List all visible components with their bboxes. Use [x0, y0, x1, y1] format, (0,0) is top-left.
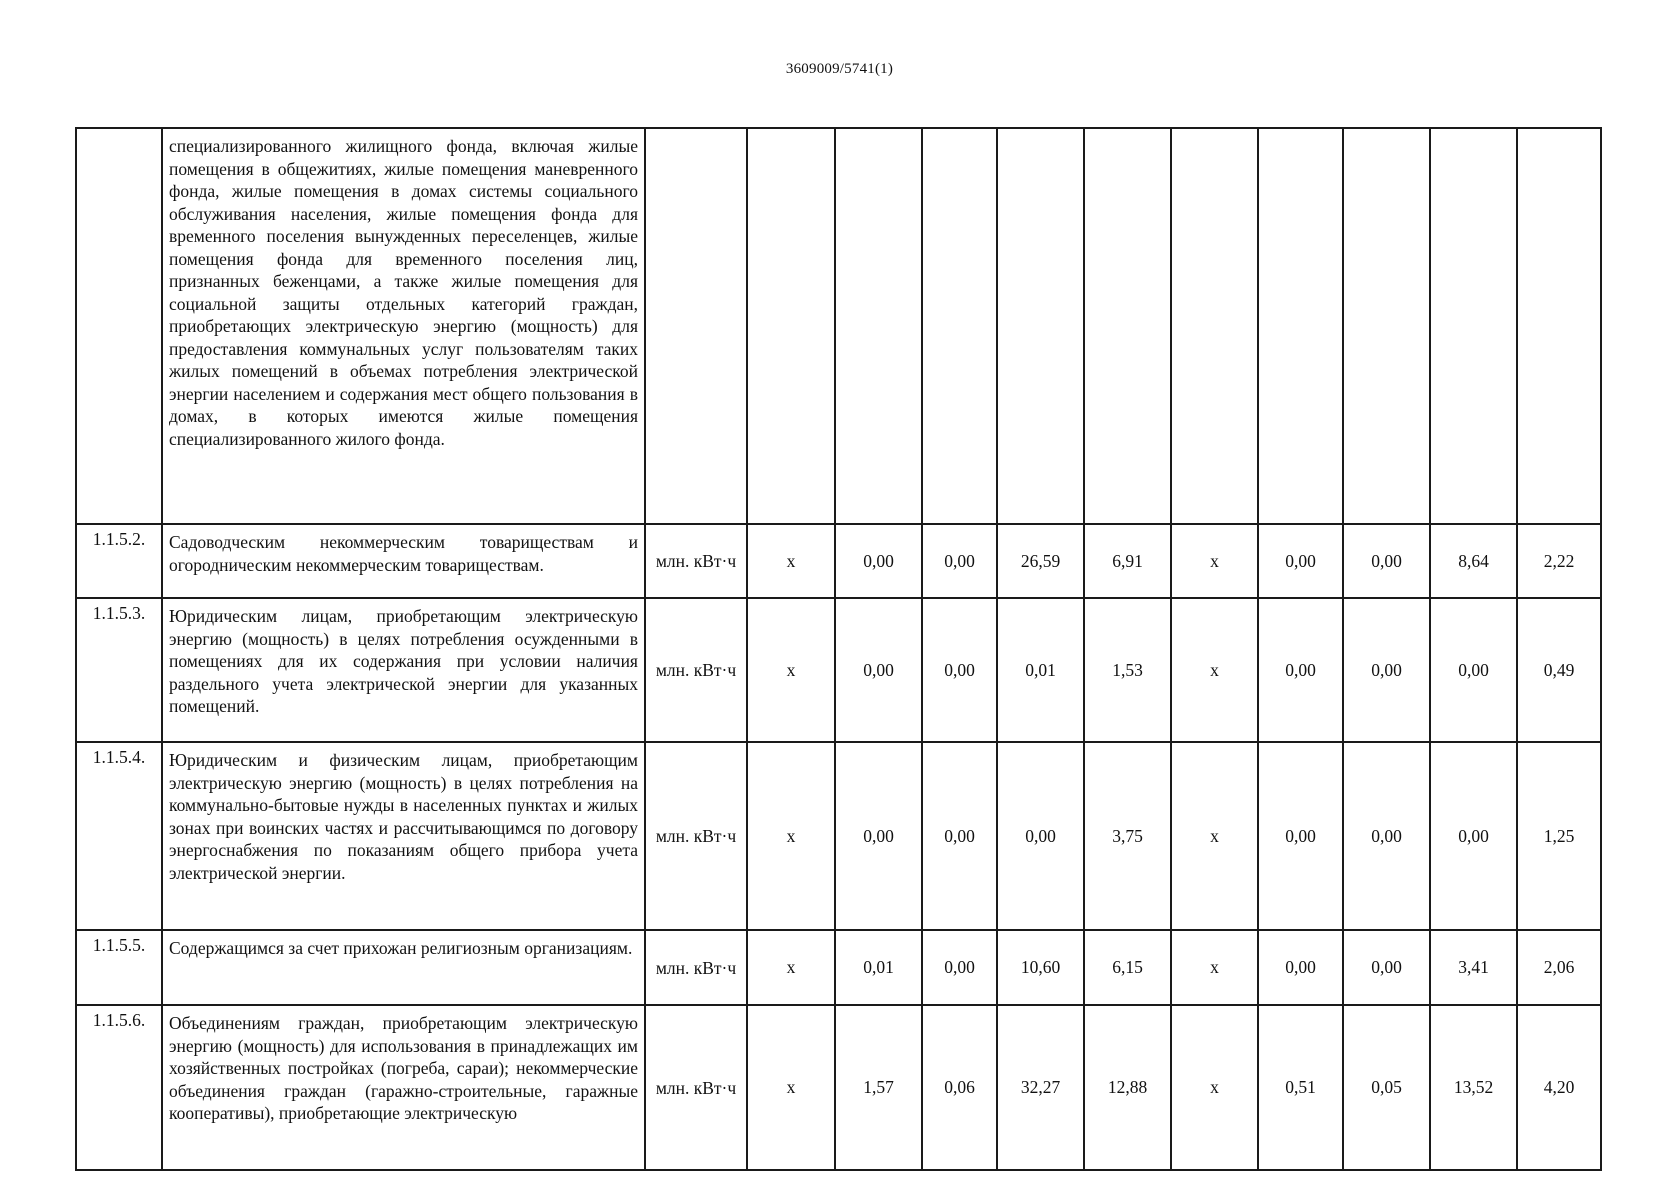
table-row	[76, 742, 1601, 930]
row-unit	[645, 128, 747, 524]
document-id: 3609009/5741(1)	[785, 61, 894, 77]
value-cell: 0,06	[922, 1005, 997, 1170]
value-cell: х	[1171, 598, 1258, 742]
value-cell: 0,05	[1343, 1005, 1430, 1170]
value-cell: 3,41	[1430, 930, 1517, 1005]
row-number: 1.1.5.3.	[76, 598, 162, 742]
value-cell	[835, 128, 922, 524]
row-number: 1.1.5.4.	[76, 742, 162, 930]
value-cell: 6,91	[1084, 524, 1171, 598]
value-cell	[1171, 128, 1258, 524]
value-cell: 2,06	[1517, 930, 1601, 1005]
table-body	[76, 128, 1601, 1170]
value-cell: 12,88	[1084, 1005, 1171, 1170]
value-cell: 0,00	[997, 742, 1084, 930]
row-unit: млн. кВт·ч	[645, 524, 747, 598]
value-cell: 0,00	[835, 742, 922, 930]
value-cell: 0,00	[1258, 930, 1343, 1005]
value-cell: х	[747, 598, 835, 742]
value-cell: 0,01	[997, 598, 1084, 742]
value-cell: 1,25	[1517, 742, 1601, 930]
row-description: специализированного жилищного фонда, включая жилые помещения в общежитиях, жилые помещения маневренного фонда, жилые помещения в домах системы социального обслуживания населения, жилые помещения фонда для временного поселения вынужденных переселенцев, жилые помещения фонда для временного поселения лиц, признанных беженцами, а также жилые помещения для социальной защиты отдельных категорий граждан, приобретающих электрическую энергию (мощность) для предоставления коммунальных услуг пользователям таких жилых помещений в объемах потребления электрической энергии населением и содержания мест общего пользования в домах, в которых имеются жилые помещения специализированного жилого фонда.	[162, 128, 645, 524]
value-cell: х	[1171, 930, 1258, 1005]
value-cell: 0,00	[1343, 524, 1430, 598]
row-unit: млн. кВт·ч	[645, 1005, 747, 1170]
value-cell: 0,00	[1343, 598, 1430, 742]
row-description: Садоводческим некоммерческим товариществам и огородническим некоммерческим товариществам.	[162, 524, 645, 598]
value-cell: 0,00	[1258, 598, 1343, 742]
value-cell: 10,60	[997, 930, 1084, 1005]
value-cell: 32,27	[997, 1005, 1084, 1170]
row-description: Юридическим и физическим лицам, приобретающим электрическую энергию (мощность) в целях потребления на коммунально-бытовые нужды в населенных пунктах и жилых зонах при воинских частях и рассчитывающимся по договору энергоснабжения по показаниям общего прибора учета электрической энергии.	[162, 742, 645, 930]
value-cell	[1084, 128, 1171, 524]
row-description: Юридическим лицам, приобретающим электрическую энергию (мощность) в целях потребления осужденными в помещениях для их содержания при условии наличия раздельного учета электрической энергии для указанных помещений.	[162, 598, 645, 742]
tariff-table	[75, 127, 1602, 1171]
value-cell: х	[1171, 1005, 1258, 1170]
row-number: 1.1.5.2.	[76, 524, 162, 598]
value-cell	[922, 128, 997, 524]
value-cell: 2,22	[1517, 524, 1601, 598]
value-cell: 1,57	[835, 1005, 922, 1170]
value-cell: 0,00	[1258, 742, 1343, 930]
value-cell: 0,00	[835, 524, 922, 598]
table-row	[76, 128, 1601, 524]
row-description: Объединениям граждан, приобретающим электрическую энергию (мощность) для использования в принадлежащих им хозяйственных постройках (погреба, сараи); некоммерческие объединения граждан (гаражно-строительные, гаражные кооперативы), приобретающие электрическую	[162, 1005, 645, 1170]
row-unit: млн. кВт·ч	[645, 598, 747, 742]
value-cell: 26,59	[997, 524, 1084, 598]
value-cell: 6,15	[1084, 930, 1171, 1005]
row-number	[76, 128, 162, 524]
table-row	[76, 598, 1601, 742]
value-cell: х	[1171, 742, 1258, 930]
value-cell: 0,00	[1343, 742, 1430, 930]
value-cell: х	[747, 1005, 835, 1170]
value-cell: х	[747, 524, 835, 598]
value-cell: 0,00	[835, 598, 922, 742]
value-cell: 4,20	[1517, 1005, 1601, 1170]
value-cell: 0,49	[1517, 598, 1601, 742]
value-cell: 0,00	[1343, 930, 1430, 1005]
row-unit: млн. кВт·ч	[645, 742, 747, 930]
value-cell: 0,00	[1258, 524, 1343, 598]
value-cell: х	[747, 930, 835, 1005]
value-cell: х	[747, 742, 835, 930]
value-cell	[997, 128, 1084, 524]
value-cell	[1258, 128, 1343, 524]
value-cell: 0,00	[922, 742, 997, 930]
value-cell: 0,00	[922, 598, 997, 742]
value-cell	[1517, 128, 1601, 524]
value-cell: 1,53	[1084, 598, 1171, 742]
table-row	[76, 930, 1601, 1005]
value-cell	[1343, 128, 1430, 524]
row-number: 1.1.5.5.	[76, 930, 162, 1005]
value-cell: 8,64	[1430, 524, 1517, 598]
value-cell: 0,00	[922, 524, 997, 598]
value-cell: х	[1171, 524, 1258, 598]
value-cell: 0,51	[1258, 1005, 1343, 1170]
value-cell: 0,00	[1430, 598, 1517, 742]
value-cell	[747, 128, 835, 524]
value-cell	[1430, 128, 1517, 524]
value-cell: 3,75	[1084, 742, 1171, 930]
row-description: Содержащимся за счет прихожан религиозным организациям.	[162, 930, 645, 1005]
value-cell: 0,01	[835, 930, 922, 1005]
value-cell: 0,00	[1430, 742, 1517, 930]
table-row	[76, 1005, 1601, 1170]
table-row	[76, 524, 1601, 598]
value-cell: 0,00	[922, 930, 997, 1005]
row-unit: млн. кВт·ч	[645, 930, 747, 1005]
value-cell: 13,52	[1430, 1005, 1517, 1170]
row-number: 1.1.5.6.	[76, 1005, 162, 1170]
